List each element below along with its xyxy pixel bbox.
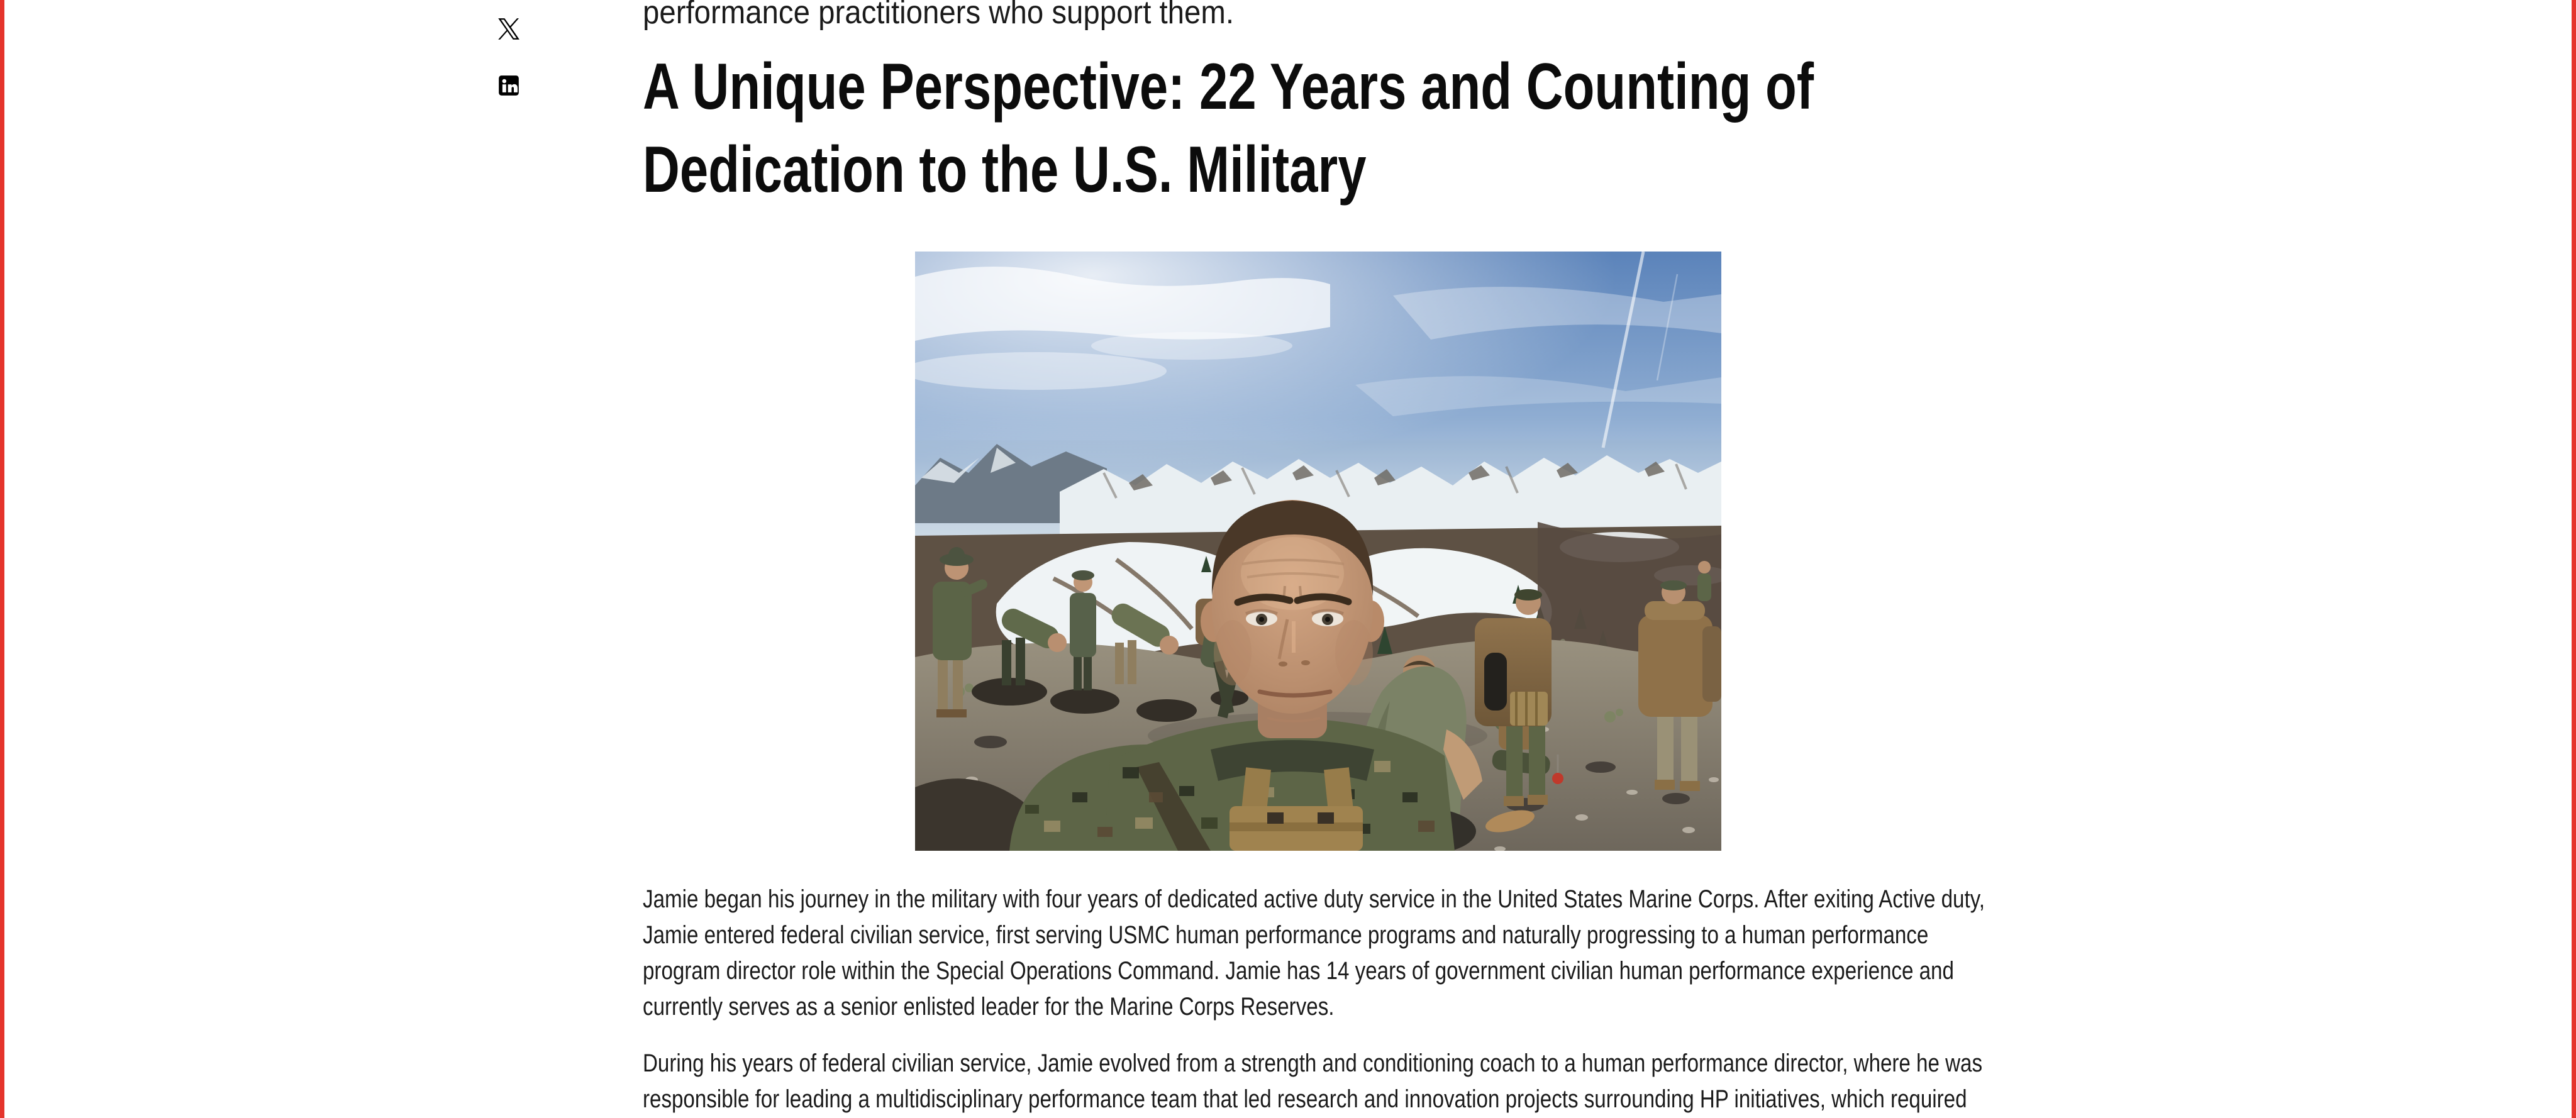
mountain-selfie-illustration	[915, 252, 1721, 851]
title-line: Dedication to the U.S. Military	[643, 133, 1367, 206]
paragraph	[643, 1046, 2260, 1117]
x-social-icon	[497, 17, 521, 41]
page-left-accent-border	[0, 0, 4, 1118]
red-ground-marker	[1552, 773, 1563, 784]
text-line: Jamie began his journey in the military with four years of dedicated active duty service in the United States Marine Corps. After exiting Active duty,	[643, 885, 1985, 913]
share-x-button[interactable]	[497, 17, 521, 41]
intro-paragraph-last-line	[643, 0, 1292, 35]
share-rail	[497, 17, 521, 97]
text-line: responsible for leading a multidisciplinary performance team that led research and innovation projects surrounding HP initiatives, which required	[643, 1085, 1967, 1113]
share-linkedin-button[interactable]	[497, 74, 521, 97]
text-line: Jamie entered federal civilian service, first serving USMC human performance programs and naturally progressing to a human performance	[643, 921, 1929, 949]
title-line: A Unique Perspective: 22 Years and Counting of	[643, 50, 1814, 123]
text-line: During his years of federal civilian service, Jamie evolved from a strength and conditioning coach to a human performance director, where he was	[643, 1049, 1982, 1077]
article	[643, 0, 1985, 1118]
linkedin-icon	[497, 74, 521, 97]
paragraph	[643, 882, 2263, 1025]
article-title	[643, 45, 2136, 211]
text-line: performance practitioners who support them.	[643, 0, 1234, 31]
text-line: program director role within the Special Operations Command. Jamie has 14 years of government civilian human performance experience and	[643, 957, 1954, 985]
page-right-accent-border	[2572, 0, 2576, 1118]
text-line: currently serves as a senior enlisted leader for the Marine Corps Reserves.	[643, 993, 1335, 1021]
article-photo	[915, 252, 1721, 851]
